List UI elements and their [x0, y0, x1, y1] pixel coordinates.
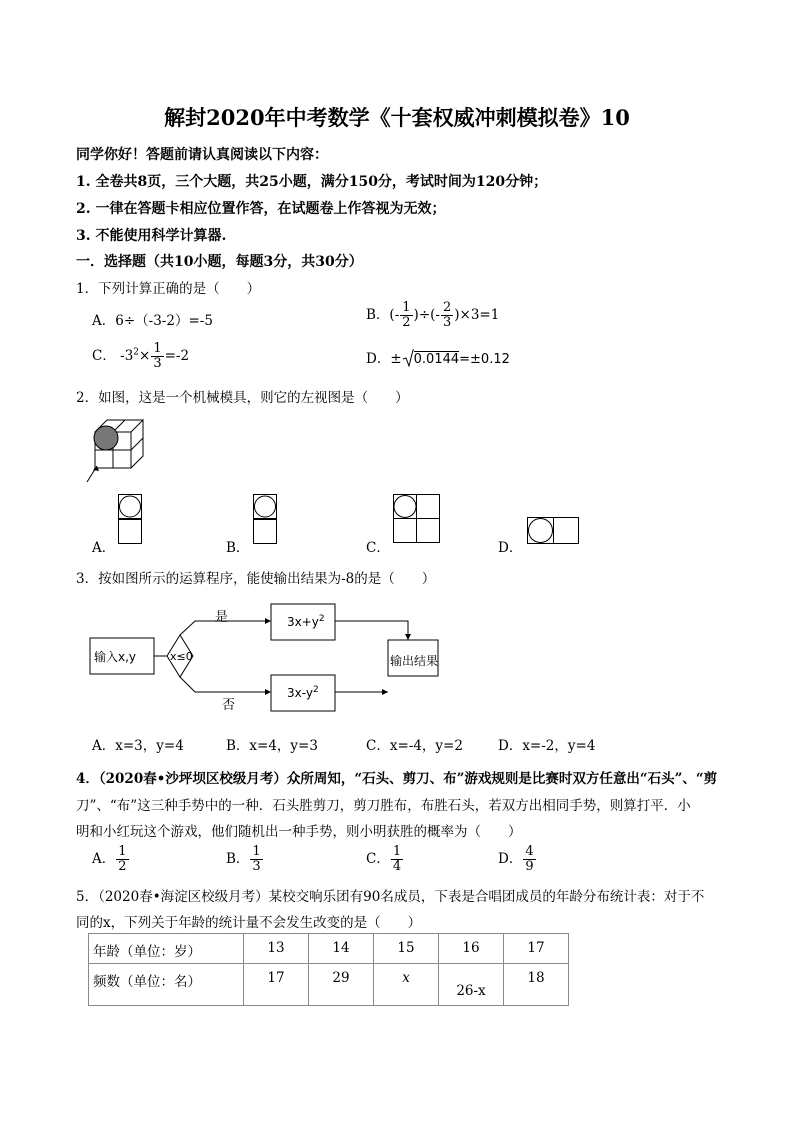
- table-cell: 16: [439, 934, 504, 964]
- q1-option-b: B．(- $\frac{1}{2}$ )÷(- $\frac{2}{3}$ )×3=1: [366, 300, 500, 330]
- page-title: 解封2020年中考数学《十套权威冲刺模拟卷》10: [164, 105, 630, 130]
- flow-top-box: $3x+y^2$: [287, 614, 325, 629]
- q1-option-c: C． $-3^2\times$ $\frac{1}{3}$ =-2: [92, 341, 190, 371]
- table-cell: 17: [244, 964, 309, 1006]
- table-cell: 13: [244, 934, 309, 964]
- flow-input-box: 输入x,y: [94, 650, 137, 664]
- table-cell: 18: [504, 964, 569, 1006]
- table-cell: x: [374, 964, 439, 1006]
- table-row: [89, 934, 569, 964]
- question-5-line: 同的x，下列关于年龄的统计量不会发生改变的是（ ）: [76, 915, 422, 931]
- q4-option-c: C． $\frac{1}{4}$: [366, 844, 402, 874]
- flow-condition: x≤0: [170, 650, 193, 663]
- q1-option-d: D．± 0.0144=±0.12: [366, 351, 510, 367]
- age-frequency-table: [88, 933, 569, 1006]
- flow-no-label: 否: [222, 698, 236, 713]
- question-2-stem: 2．如图，这是一个机械模具，则它的左视图是（ ）: [76, 390, 409, 406]
- instructions-greeting: 同学你好！答题前请认真阅读以下内容：: [76, 147, 328, 163]
- q4-option-d: D． $\frac{4}{9}$: [498, 844, 534, 874]
- table-cell: 15: [374, 934, 439, 964]
- flow-yes-label: 是: [215, 610, 229, 625]
- q3-option-a: A．x=3，y=4: [92, 738, 184, 754]
- question-1-stem: 1．下列计算正确的是（ ）: [76, 281, 261, 297]
- instruction-item: 2. 一律在答题卡相应位置作答，在试题卷上作答视为无效；: [76, 201, 446, 217]
- table-cell: 29: [309, 964, 374, 1006]
- q3-option-d: D．x=-2，y=4: [498, 738, 596, 754]
- question-5-line: 5．（2020春•海淀区校级月考）某校交响乐团有90名成员，下表是合唱团成员的年龄分布统计表：对于不: [76, 889, 705, 905]
- flow-output-box: 输出结果: [390, 654, 439, 668]
- q4-option-b: B． $\frac{1}{3}$: [226, 844, 261, 874]
- section-heading: 一．选择题（共10小题，每题3分，共30分）: [76, 254, 363, 270]
- q2-option-c: C．: [366, 540, 390, 556]
- sqrt-symbol-icon: [402, 349, 414, 367]
- table-row: [89, 964, 569, 1006]
- table-cell: 年龄（单位：岁）: [89, 934, 244, 964]
- mold-figure: [85, 412, 160, 487]
- q3-option-b: B．x=4，y=3: [226, 738, 318, 754]
- q2-option-d: D．: [498, 540, 523, 556]
- question-4-line: 刀”、“布”这三种手势中的一种．石头胜剪刀，剪刀胜布，布胜石头，若双方出相同手势，则算打平．小: [76, 798, 691, 814]
- q1-option-a: A．6÷（-3-2）=-5: [92, 313, 213, 329]
- question-4-line: 明和小红玩这个游戏，他们随机出一种手势，则小明获胜的概率为（ ）: [76, 824, 522, 840]
- question-4-line: 4．（2020春•沙坪坝区校级月考）众所周知，“石头、剪刀、布”游戏规则是比赛时双方任意出“石头”、“剪: [76, 771, 718, 787]
- table-cell: 17: [504, 934, 569, 964]
- q4-option-a: A． $\frac{1}{2}$: [92, 844, 127, 874]
- table-cell: 频数（单位：名）: [89, 964, 244, 1006]
- question-3-stem: 3．按如图所示的运算程序，能使输出结果为-8的是（ ）: [76, 571, 436, 587]
- instruction-item: 3. 不能使用科学计算器.: [76, 228, 227, 244]
- table-cell: 26-x: [439, 964, 504, 1006]
- q2-option-b: B．: [226, 540, 250, 556]
- flow-bottom-box: $3x-y^2$: [287, 685, 319, 700]
- table-cell: 14: [309, 934, 374, 964]
- q2-option-a: A．: [92, 540, 116, 556]
- q3-option-c: C．x=-4，y=2: [366, 738, 463, 754]
- instruction-item: 1. 全卷共8页，三个大题，共25小题，满分150分，考试时间为120分钟；: [76, 174, 548, 190]
